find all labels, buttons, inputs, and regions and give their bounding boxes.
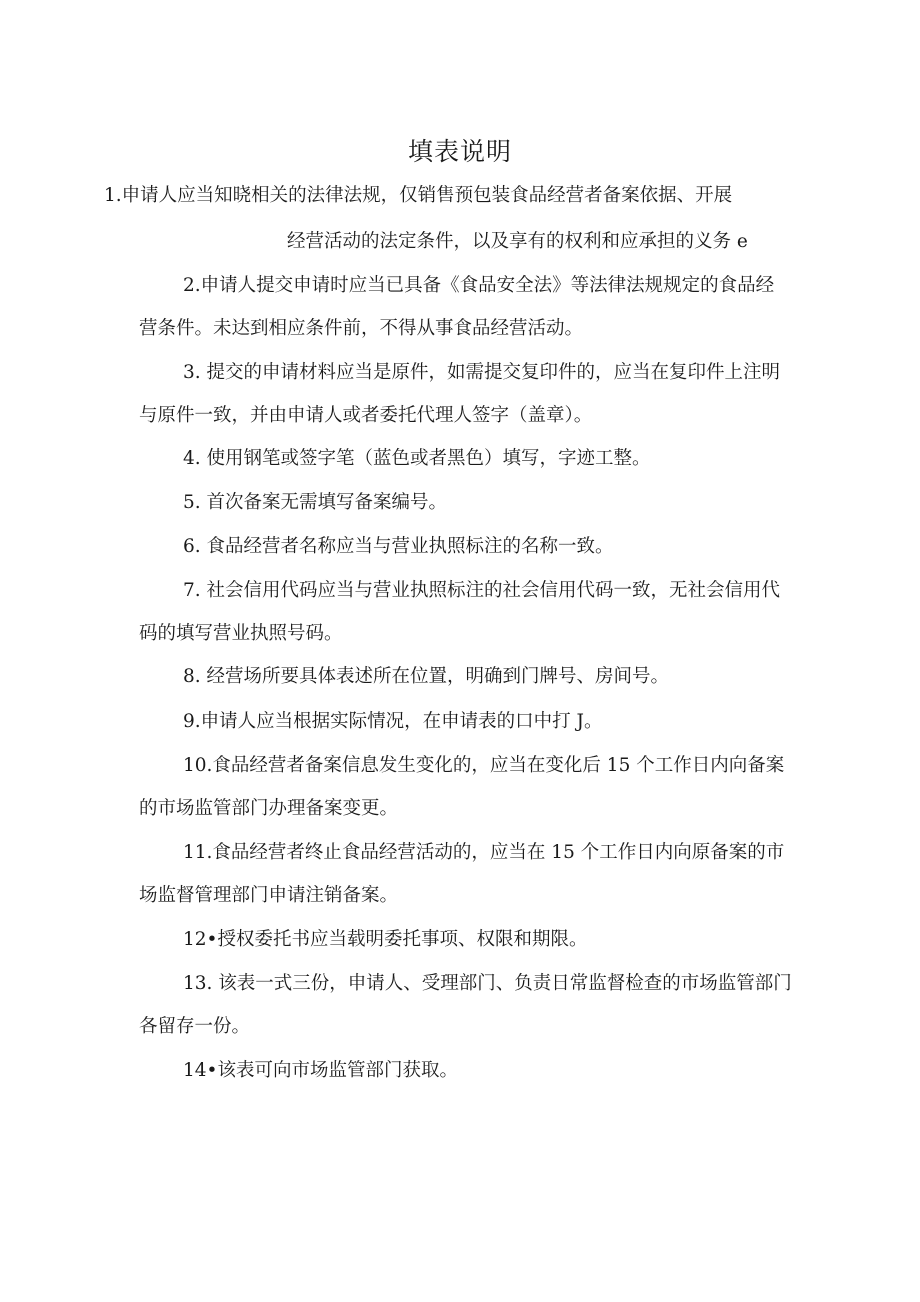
- instruction-14: 14•该表可向市场监管部门获取。: [183, 1060, 458, 1081]
- instruction-10-line-1: 10.食品经营者备案信息发生变化的，应当在变化后 15 个工作日内向备案: [183, 755, 785, 776]
- instruction-1-line-1: 1.申请人应当知晓相关的法律法规，仅销售预包装食品经营者备案依据、开展: [104, 185, 733, 206]
- instruction-5: 5. 首次备案无需填写备案编号。: [183, 492, 448, 513]
- instruction-10-line-2: 的市场监管部门办理备案变更。: [139, 798, 399, 819]
- instruction-2-line-1: 2.申请人提交申请时应当已具备《食品安全法》等法律法规规定的食品经: [183, 275, 775, 296]
- instruction-11-line-2: 场监督管理部门申请注销备案。: [139, 885, 399, 906]
- instruction-8: 8. 经营场所要具体表述所在位置，明确到门牌号、房间号。: [183, 666, 670, 687]
- instruction-3-line-2: 与原件一致，并由申请人或者委托代理人签字（盖章）。: [139, 405, 593, 426]
- instruction-13-line-2: 各留存一份。: [139, 1016, 251, 1037]
- instruction-3-line-1: 3. 提交的申请材料应当是原件，如需提交复印件的，应当在复印件上注明: [183, 362, 781, 383]
- instruction-11-line-1: 11.食品经营者终止食品经营活动的，应当在 15 个工作日内向原备案的市: [183, 842, 785, 863]
- instruction-4: 4. 使用钢笔或签字笔（蓝色或者黑色）填写，字迹工整。: [183, 448, 651, 469]
- instruction-7-line-1: 7. 社会信用代码应当与营业执照标注的社会信用代码一致，无社会信用代: [183, 580, 781, 601]
- instruction-7-line-2: 码的填写营业执照号码。: [139, 623, 343, 644]
- page-title: 填表说明: [407, 137, 512, 166]
- instruction-2-line-2: 营条件。未达到相应条件前，不得从事食品经营活动。: [139, 318, 584, 339]
- instruction-9: 9.申请人应当根据实际情况，在申请表的口中打 J。: [183, 711, 603, 732]
- instruction-6: 6. 食品经营者名称应当与营业执照标注的名称一致。: [183, 536, 614, 557]
- instruction-1-line-2: 经营活动的法定条件，以及享有的权利和应承担的义务 e: [287, 231, 748, 252]
- instruction-13-line-1: 13. 该表一式三份，申请人、受理部门、负责日常监督检查的市场监管部门: [183, 973, 792, 994]
- instruction-12: 12•授权委托书应当载明委托事项、权限和期限。: [183, 929, 588, 950]
